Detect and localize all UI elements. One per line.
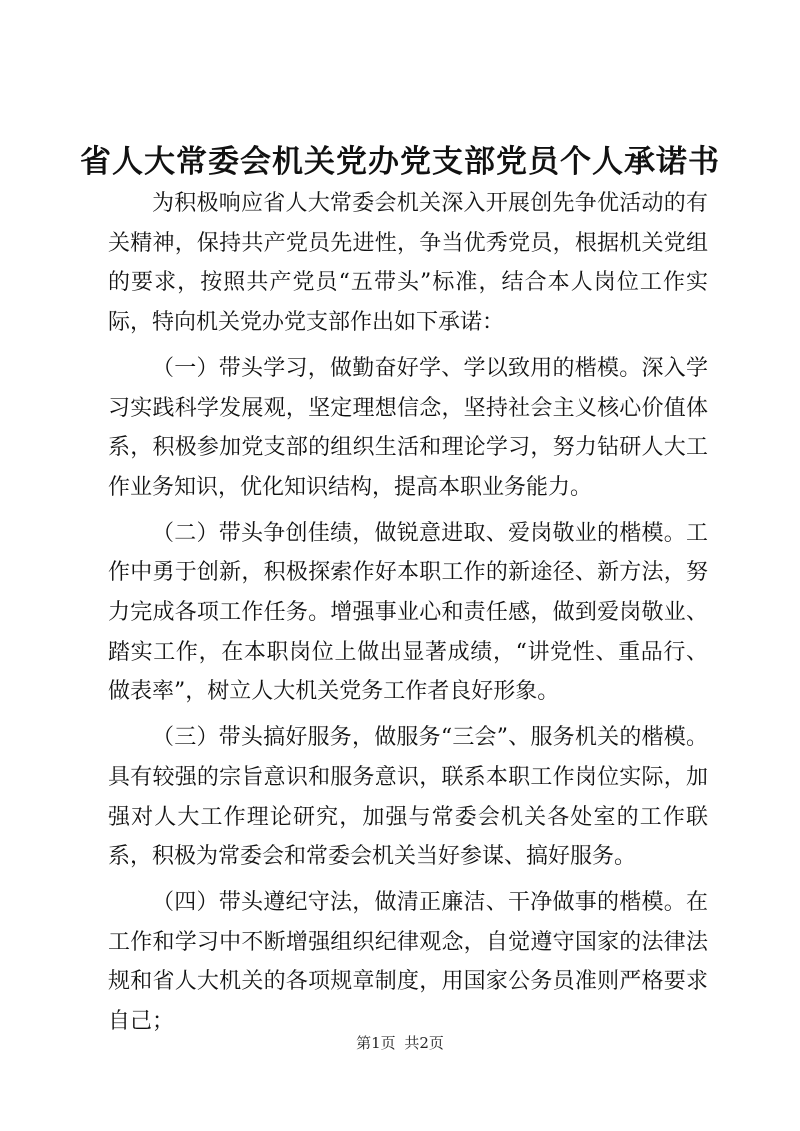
intro-paragraph: 为积极响应省人大常委会机关深入开展创先争优活动的有关精神，保持共产党员先进性，争当优秀党员，根据机关党组的要求，按照共产党员“五带头”标准，结合本人岗位工作实际，特向机关党办党支部作出如下承诺： [108, 191, 708, 336]
page-number: 第1页 [356, 1034, 396, 1052]
commitment-paragraph-1: （一）带头学习，做勤奋好学、学以致用的楷模。深入学习实践科学发展观，坚定理想信念，坚持社会主义核心价值体系，积极参加党支部的组织生活和理论学习，努力钻研人大工作业务知识，优化知识结构，提高本职业务能力。 [108, 355, 708, 500]
page-footer [0, 1033, 800, 1053]
document-body [108, 184, 708, 1042]
document-title: 省人大常委会机关党办党支部党员个人承诺书 [80, 144, 720, 180]
commitment-paragraph-2: （二）带头争创佳绩，做锐意进取、爱岗敬业的楷模。工作中勇于创新，积极探索作好本职工作的新途径、新方法，努力完成各项工作任务。增强事业心和责任感，做到爱岗敬业、踏实工作，在本职岗位上做出显著成绩，“讲党性、重品行、做表率”，树立人大机关党务工作者良好形象。 [108, 520, 708, 705]
commitment-paragraph-3: （三）带头搞好服务，做服务“三会”、服务机关的楷模。具有较强的宗旨意识和服务意识，联系本职工作岗位实际，加强对人大工作理论研究，加强与常委会机关各处室的工作联系，积极为常委会和常委会机关当好参谋、搞好服务。 [108, 725, 708, 870]
page-total: 共2页 [404, 1034, 444, 1052]
commitment-paragraph-4: （四）带头遵纪守法，做清正廉洁、干净做事的楷模。在工作和学习中不断增强组织纪律观念，自觉遵守国家的法律法规和省人大机关的各项规章制度，用国家公务员准则严格要求自己； [108, 889, 708, 1035]
